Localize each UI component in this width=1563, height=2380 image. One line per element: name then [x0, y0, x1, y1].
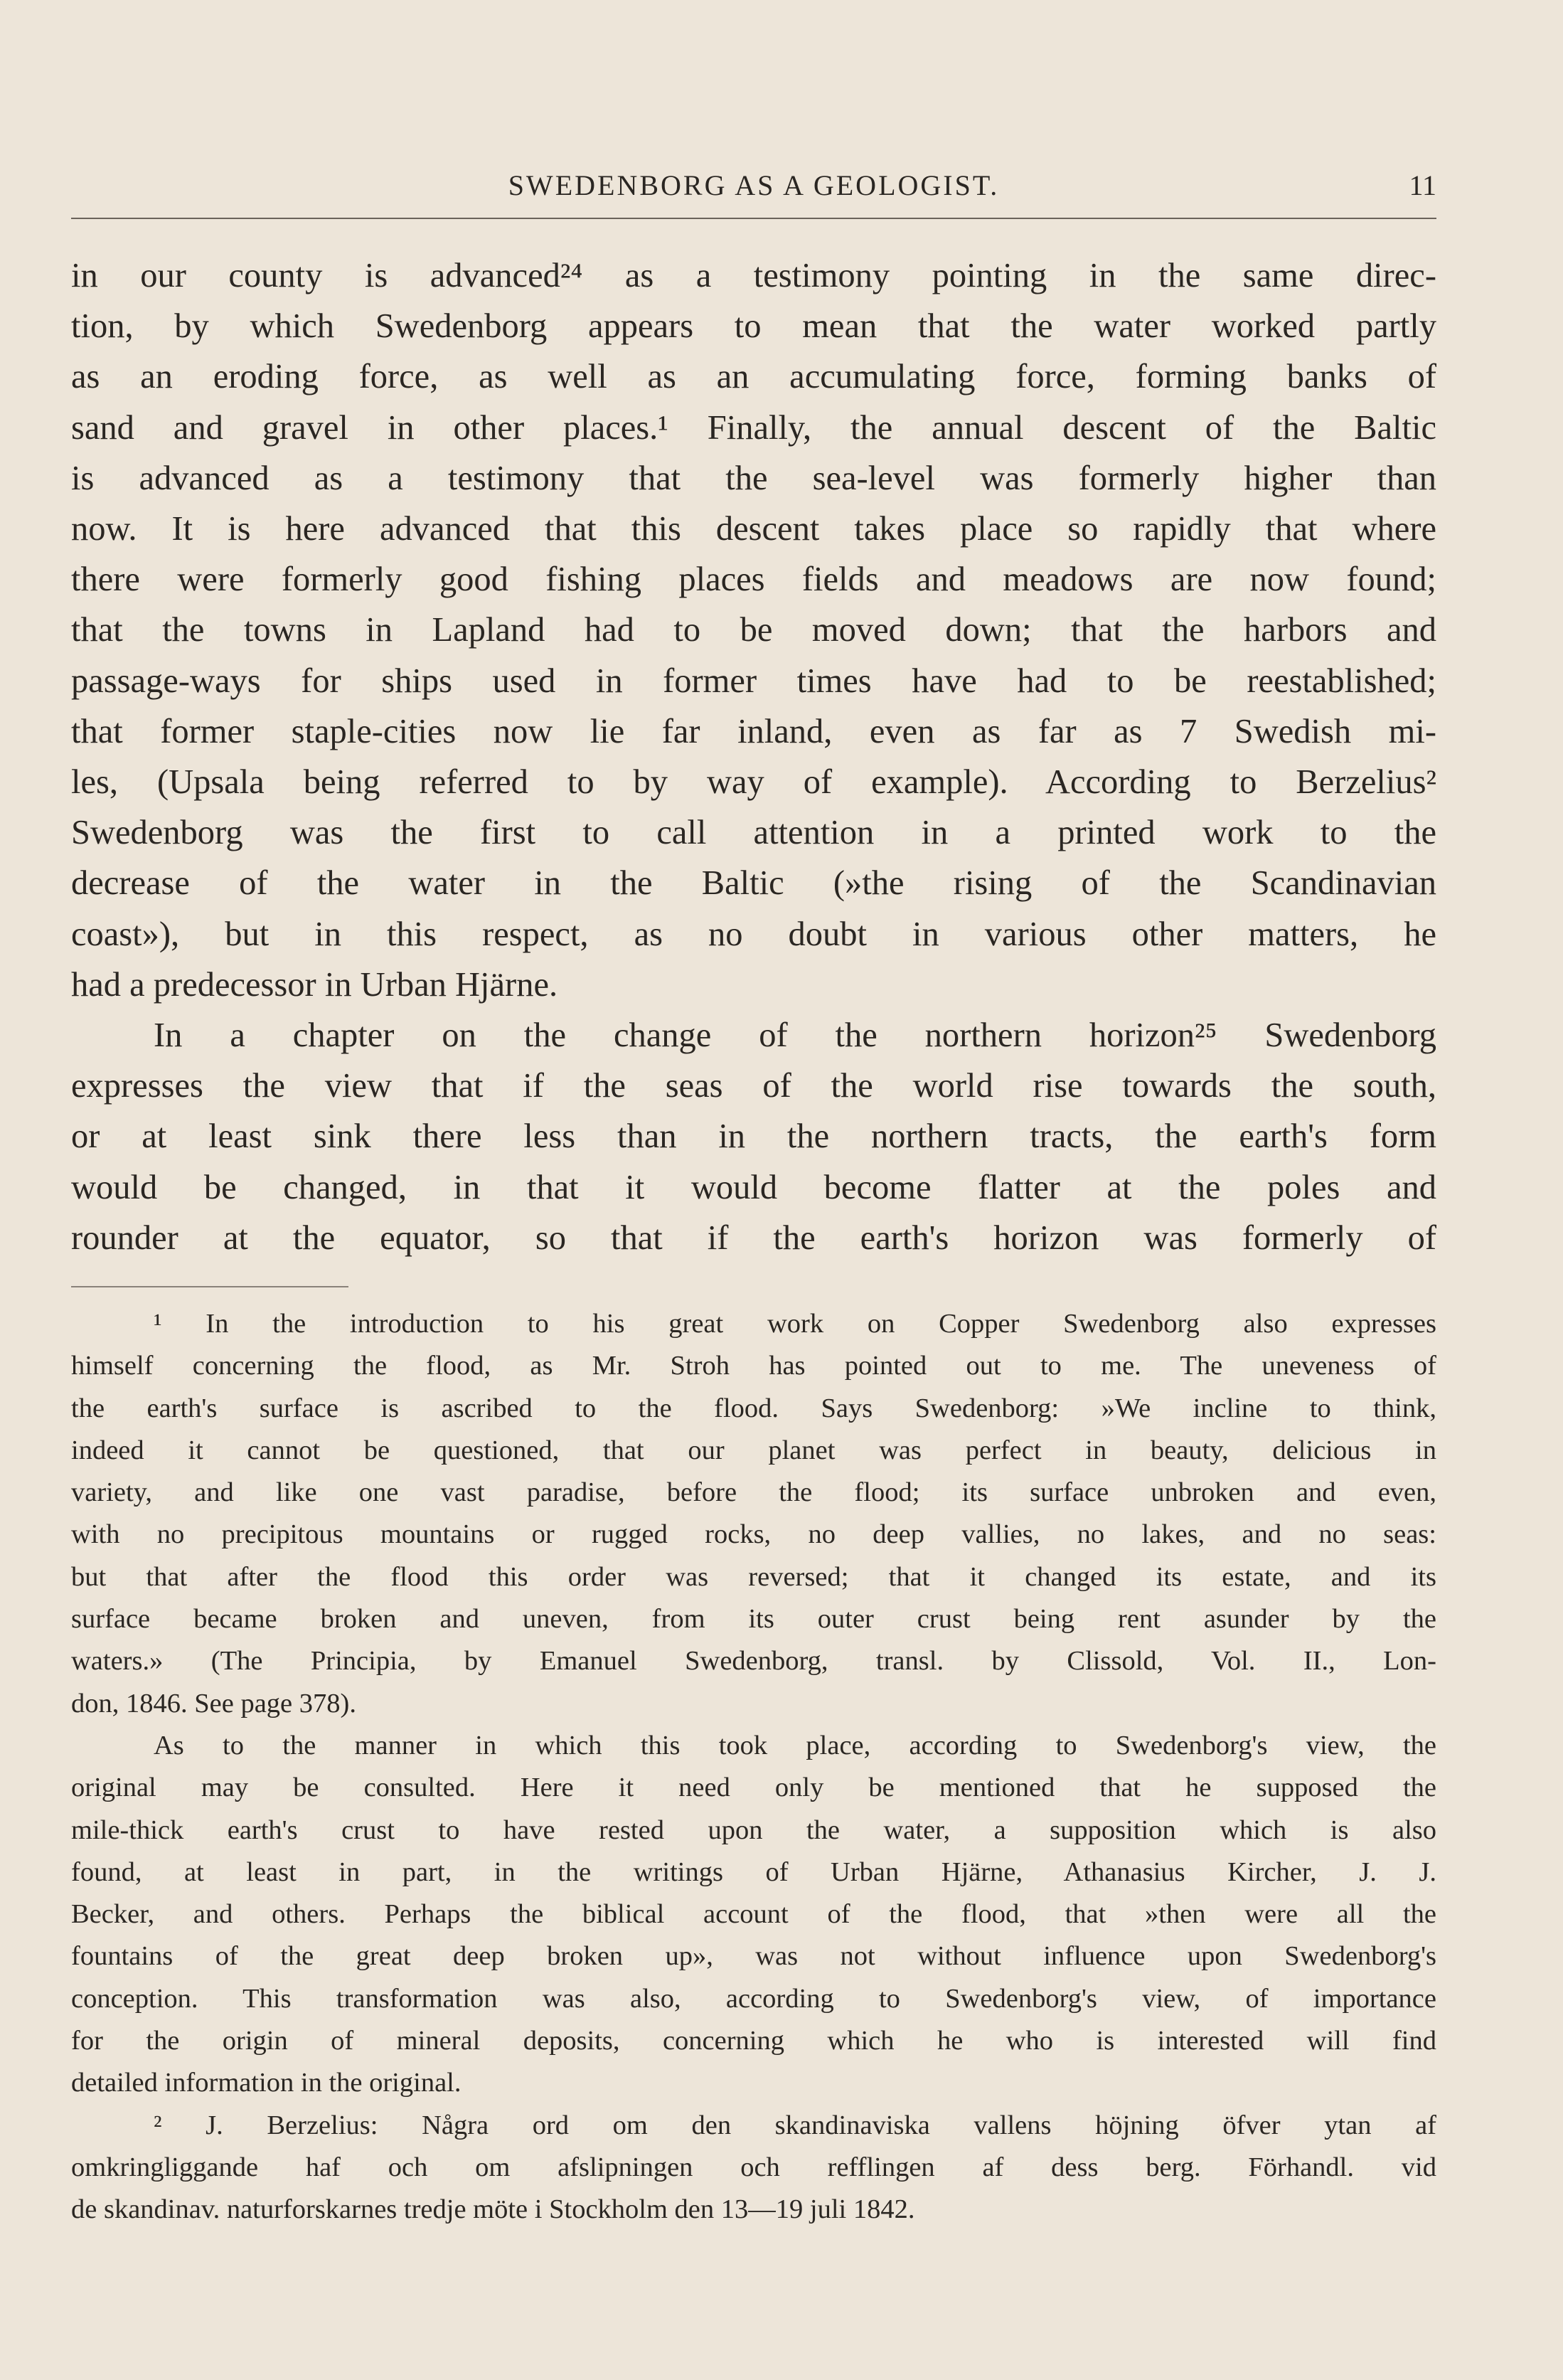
text-line: had a predecessor in Urban Hjärne.	[71, 965, 558, 1004]
running-title: SWEDENBORG AS A GEOLOGIST.	[508, 169, 1000, 201]
footnote-line: found, at least in part, in the writings of Urban Hjärne, Athanasius Kircher, J. J.	[71, 1856, 1436, 1887]
text-line: or at least sink there less than in the northern tracts, the earth's form	[71, 1117, 1436, 1156]
text-line: coast»), but in this respect, as no doubt in various other matters, he	[71, 915, 1436, 953]
footnote-line: As to the manner in which this took place, according to Swedenborg's view, the	[154, 1730, 1436, 1760]
footnote-line: ¹ In the introduction to his great work on Copper Swedenborg also expresses	[154, 1309, 1436, 1339]
text-line: Swedenborg was the first to call attention in a printed work to the	[71, 814, 1436, 852]
footnote-line: the earth's surface is ascribed to the flood. Says Swedenborg: »We incline to think,	[71, 1393, 1436, 1423]
footnote-line: conception. This transformation was also, according to Swedenborg's view, of importance	[71, 1983, 1436, 2014]
footnotes	[71, 1303, 1436, 2231]
footnote-line: original may be consulted. Here it need only be mentioned that he supposed the	[71, 1773, 1436, 1803]
footnote-line: for the origin of mineral deposits, concerning which he who is interested will find	[71, 2026, 1436, 2056]
footnote-line: waters.» (The Principia, by Emanuel Swedenborg, transl. by Clissold, Vol. II., Lon-	[71, 1646, 1436, 1677]
text-line: sand and gravel in other places.¹ Finally, the annual descent of the Baltic	[71, 408, 1436, 447]
text-line: is advanced as a testimony that the sea-level was formerly higher than	[71, 459, 1436, 497]
text-line: would be changed, in that it would become flatter at the poles and	[71, 1168, 1436, 1206]
footnote-line: indeed it cannot be questioned, that our planet was perfect in beauty, delicious in	[71, 1435, 1436, 1465]
running-header	[71, 168, 1436, 203]
footnote-2	[71, 2105, 1436, 2231]
header-rule	[71, 218, 1436, 219]
footnote-rule	[71, 1286, 348, 1287]
text-line: as an eroding force, as well as an accumulating force, forming banks of	[71, 358, 1436, 396]
text-line: in our county is advanced²⁴ as a testimony pointing in the same direc-	[71, 257, 1436, 294]
footnote-line: de skandinav. naturforskarnes tredje möte i Stockholm den 13—19 juli 1842.	[71, 2194, 915, 2225]
footnote-1-continued	[71, 1725, 1436, 2105]
text-line: that former staple-cities now lie far inland, even as far as 7 Swedish mi-	[71, 712, 1436, 750]
footnote-line: variety, and like one vast paradise, before the flood; its surface unbroken and even,	[71, 1477, 1436, 1508]
text-line: tion, by which Swedenborg appears to mean that the water worked partly	[71, 307, 1436, 346]
footnote-line: omkringliggande haf och om afslipningen och refflingen af dess berg. Förhandl. vid	[71, 2152, 1436, 2182]
footnote-line: surface became broken and uneven, from its outer crust being rent asunder by the	[71, 1604, 1436, 1635]
footnote-line: with no precipitous mountains or rugged rocks, no deep vallies, no lakes, and no seas:	[71, 1519, 1436, 1550]
footnote-line: fountains of the great deep broken up», was not without influence upon Swedenborg's	[71, 1941, 1436, 1972]
footnote-line: don, 1846. See page 378).	[71, 1688, 356, 1718]
text-line: In a chapter on the change of the northern horizon²⁵ Swedenborg	[154, 1016, 1436, 1055]
text-line: now. It is here advanced that this descent takes place so rapidly that where	[71, 510, 1436, 548]
footnote-line: himself concerning the flood, as Mr. Stroh has pointed out to me. The uneveness of	[71, 1351, 1436, 1381]
text-line: there were formerly good fishing places fields and meadows are now found;	[71, 561, 1436, 599]
text-line: decrease of the water in the Baltic (»the rising of the Scandinavian	[71, 864, 1436, 903]
paragraph-1	[71, 250, 1436, 1010]
footnote-line: but that after the flood this order was reversed; that it changed its estate, and its	[71, 1561, 1436, 1592]
footnote-1	[71, 1303, 1436, 1725]
text-line: rounder at the equator, so that if the earth's horizon was formerly of	[71, 1218, 1436, 1257]
text-line: that the towns in Lapland had to be moved down; that the harbors and	[71, 611, 1436, 649]
text-line: passage-ways for ships used in former times have had to be reestablished;	[71, 662, 1436, 700]
paragraph-2	[71, 1010, 1436, 1263]
footnote-line: mile-thick earth's crust to have rested upon the water, a supposition which is also	[71, 1815, 1436, 1845]
main-text	[71, 250, 1436, 1263]
page-number: 11	[1409, 169, 1436, 201]
text-line: les, (Upsala being referred to by way of example). According to Berzelius²	[71, 763, 1436, 802]
text-line: expresses the view that if the seas of the world rise towards the south,	[71, 1067, 1436, 1105]
footnote-line: ² J. Berzelius: Några ord om den skandinaviska vallens höjning öfver ytan af	[154, 2110, 1436, 2140]
footnote-line: detailed information in the original.	[71, 2068, 462, 2098]
footnote-line: Becker, and others. Perhaps the biblical account of the flood, that »then were all the	[71, 1899, 1436, 1930]
